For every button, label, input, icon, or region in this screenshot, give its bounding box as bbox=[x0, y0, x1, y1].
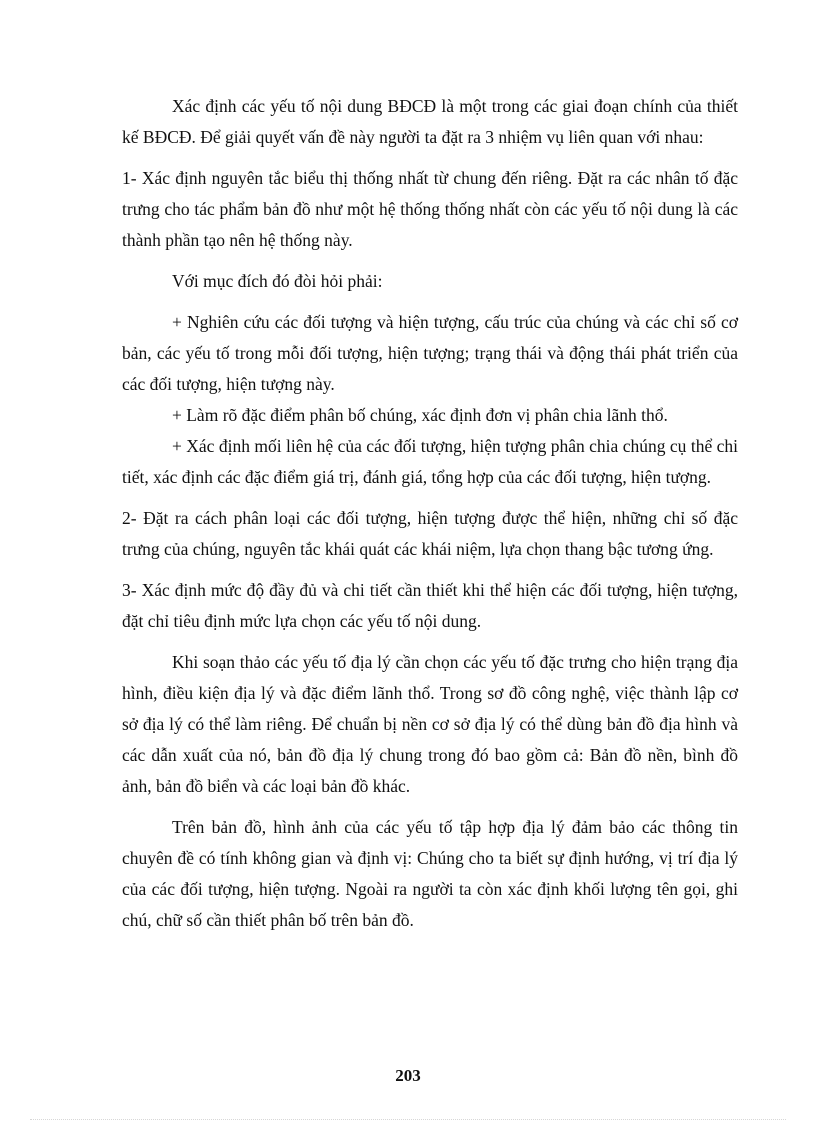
geographic-elements-paragraph: Khi soạn thảo các yếu tố địa lý cần chọn các yếu tố đặc trưng cho hiện trạng địa hình, điều kiện địa lý và đặc điểm lãnh thổ. Trong sơ đồ công nghệ, việc thành lập cơ sở địa lý có thể làm riêng. Để chuẩn bị nền cơ sở địa lý có thể dùng bản đồ địa hình và các dẫn xuất của nó, bản đồ địa lý chung trong đó bao gồm cả: Bản đồ nền, bình đồ ảnh, bản đồ biển và các loại bản đồ khác. bbox=[122, 652, 738, 796]
intro-paragraph: Xác định các yếu tố nội dung BĐCĐ là một trong các giai đoạn chính của thiết kế BĐCĐ. Để giải quyết vấn đề này người ta đặt ra 3 nhiệm vụ liên quan với nhau: bbox=[122, 96, 738, 147]
map-information-paragraph: Trên bản đồ, hình ảnh của các yếu tố tập hợp địa lý đảm bảo các thông tin chuyên đề có tính không gian và định vị: Chúng cho ta biết sự định hướng, vị trí địa lý của các đối tượng, hiện tượng. Ngoài ra người ta còn xác định khối lượng tên gọi, ghi chú, chữ số cần thiết phân bố trên bản đồ. bbox=[122, 817, 738, 930]
body-text bbox=[122, 91, 738, 936]
footer-divider bbox=[30, 1119, 786, 1120]
task-1-paragraph: 1- Xác định nguyên tắc biểu thị thống nhất từ chung đến riêng. Đặt ra các nhân tố đặc trưng cho tác phẩm bản đồ như một hệ thống thống nhất còn các yếu tố nội dung là các thành phần tạo nên hệ thống này. bbox=[122, 168, 738, 250]
page-number: 203 bbox=[395, 1066, 421, 1085]
task-2-paragraph: 2- Đặt ra cách phân loại các đối tượng, hiện tượng được thể hiện, những chỉ số đặc trưng của chúng, nguyên tắc khái quát các khái niệm, lựa chọn thang bậc tương ứng. bbox=[122, 508, 738, 559]
bullet-item-distribution: + Làm rõ đặc điểm phân bố chúng, xác định đơn vị phân chia lãnh thổ. bbox=[172, 405, 668, 425]
requirements-intro: Với mục đích đó đòi hỏi phải: bbox=[172, 271, 383, 291]
bullet-item-research: + Nghiên cứu các đối tượng và hiện tượng, cấu trúc của chúng và các chỉ số cơ bản, các yếu tố trong mỗi đối tượng, hiện tượng; trạng thái và động thái phát triển của các đối tượng, hiện tượng này. bbox=[122, 312, 738, 394]
bullet-item-relations: + Xác định mối liên hệ của các đối tượng, hiện tượng phân chia chúng cụ thể chi tiết, xác định các đặc điểm giá trị, đánh giá, tổng hợp của các đối tượng, hiện tượng. bbox=[122, 436, 738, 487]
task-3-paragraph: 3- Xác định mức độ đầy đủ và chi tiết cần thiết khi thể hiện các đối tượng, hiện tượng, đặt chỉ tiêu định mức lựa chọn các yếu tố nội dung. bbox=[122, 580, 738, 631]
